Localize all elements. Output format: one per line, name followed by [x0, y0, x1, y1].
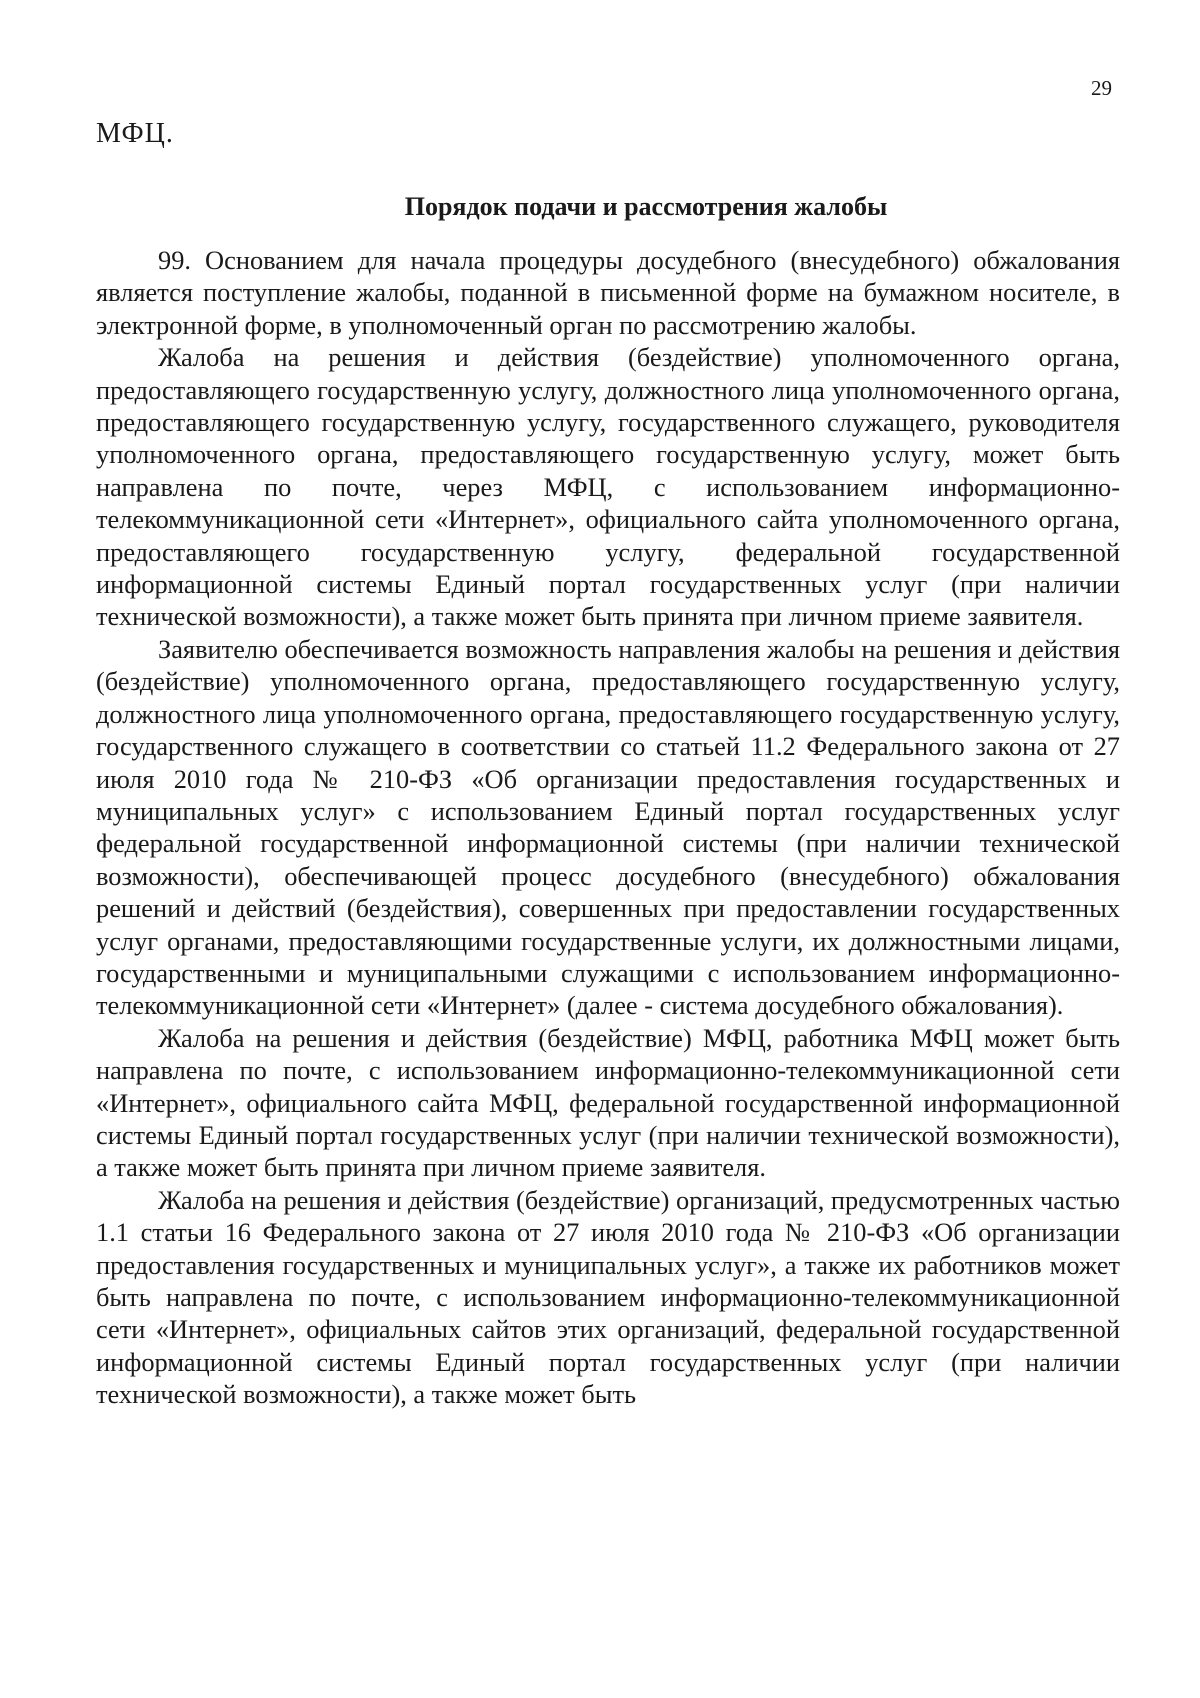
paragraph-complaint-mfc: Жалоба на решения и действия (бездействие) МФЦ, работника МФЦ может быть направлена по почте, с использованием информационно-телекоммуникационной сети «Интернет», официального сайта МФЦ, федеральной государственной информационной системы Единый портал государственных услуг (при наличии технической возможности), а также может быть принята при личном приеме заявителя. [96, 1022, 1120, 1183]
continued-text-fragment: МФЦ. [96, 118, 174, 149]
section-heading: Порядок подачи и рассмотрения жалобы [404, 192, 888, 221]
body-text [96, 244, 1120, 1411]
page-number: 29 [1091, 76, 1112, 100]
paragraph-99: 99. Основанием для начала процедуры досудебного (внесудебного) обжалования является поступление жалобы, поданной в письменной форме на бумажном носителе, в электронной форме, в уполномоченный орган по рассмотрению жалобы. [96, 245, 1120, 340]
paragraph-complaint-organizations: Жалоба на решения и действия (бездействие) организаций, предусмотренных частью 1.1 статьи 16 Федерального закона от 27 июля 2010 года № 210-ФЗ «Об организации предоставления государственных и муниципальных услуг», а также их работников может быть направлена по почте, с использованием информационно-телекоммуникационной сети «Интернет», официальных сайтов этих организаций, федеральной государственной информационной системы Единый портал государственных услуг (при наличии технической возможности), а также может быть [96, 1184, 1120, 1410]
paragraph-pretrial-system: Заявителю обеспечивается возможность направления жалобы на решения и действия (бездействие) уполномоченного органа, предоставляющего государственную услугу, должностного лица уполномоченного органа, предоставляющего государственную услугу, государственного служащего в соответствии со статьей 11.2 Федерального закона от 27 июля 2010 года № 210-ФЗ «Об организации предоставления государственных и муниципальных услуг» с использованием Единый портал государственных услуг федеральной государственной информационной системы (при наличии технической возможности), обеспечивающей процесс досудебного (внесудебного) обжалования решений и действий (бездействия), совершенных при предоставлении государственных услуг органами, предоставляющими государственные услуги, их должностными лицами, государственными и муниципальными служащими с использованием информационно-телекоммуникационной сети «Интернет» (далее - система досудебного обжалования). [96, 633, 1120, 1021]
paragraph-complaint-authority: Жалоба на решения и действия (бездействие) уполномоченного органа, предоставляющего государственную услугу, должностного лица уполномоченного органа, предоставляющего государственную услугу, государственного служащего, руководителя уполномоченного органа, предоставляющего государственную услугу, может быть направлена по почте, через МФЦ, с использованием информационно-телекоммуникационной сети «Интернет», официального сайта уполномоченного органа, предоставляющего государственную услугу, федеральной государственной информационной системы Единый портал государственных услуг (при наличии технической возможности), а также может быть принята при личном приеме заявителя. [96, 342, 1120, 632]
